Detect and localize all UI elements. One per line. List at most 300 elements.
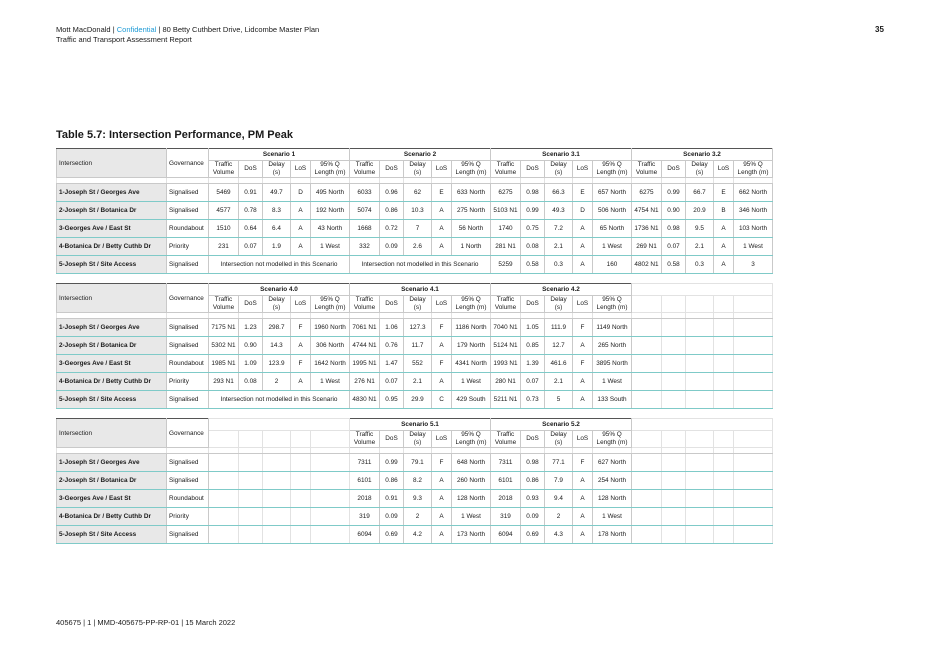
dos: 0.91 [239, 184, 263, 202]
delay: 7 [404, 220, 432, 238]
empty-cell [632, 454, 662, 472]
intersection-name: 4-Botanica Dr / Betty Cuthb Dr [57, 508, 167, 526]
dos: 1.39 [521, 355, 545, 373]
queue-length: 275 North [452, 202, 491, 220]
los: A [714, 256, 734, 274]
delay: 8.2 [404, 472, 432, 490]
los: F [573, 355, 593, 373]
empty-cell [662, 454, 686, 472]
traffic-volume: 231 [209, 238, 239, 256]
los: A [291, 202, 311, 220]
delay: 6.4 [263, 220, 291, 238]
delay: 29.9 [404, 391, 432, 409]
empty-cell [311, 431, 350, 448]
empty-cell [662, 319, 686, 337]
los-header: LoS [714, 161, 734, 178]
empty-cell [734, 319, 773, 337]
governance-value: Signalised [167, 319, 209, 337]
queue-length-header: 95% Q Length (m) [593, 161, 632, 178]
document-footer: 405675 | 1 | MMD-405675-PP-RP-01 | 15 March 2022 [56, 618, 236, 627]
governance-column-header: Governance [167, 284, 209, 313]
empty-cell [734, 431, 773, 448]
intersection-name: 3-Georges Ave / East St [57, 355, 167, 373]
empty-cell [734, 355, 773, 373]
queue-length: 1960 North [311, 319, 350, 337]
intersection-name: 2-Joseph St / Botanica Dr [57, 337, 167, 355]
dos-header: DoS [662, 161, 686, 178]
queue-length: 133 South [593, 391, 632, 409]
empty-cell [291, 490, 311, 508]
empty-cell [632, 319, 662, 337]
scenario-name: Scenario 4.1 [350, 284, 491, 296]
delay: 2 [545, 508, 573, 526]
traffic-volume-header: Traffic Volume [632, 161, 662, 178]
traffic-volume: 7311 [491, 454, 521, 472]
traffic-volume: 5211 N1 [491, 391, 521, 409]
traffic-volume: 7040 N1 [491, 319, 521, 337]
empty-cell [291, 454, 311, 472]
scenario-header-row [57, 149, 773, 161]
dos: 0.07 [239, 238, 263, 256]
delay-header: Delay (s) [545, 431, 573, 448]
delay: 2.6 [404, 238, 432, 256]
queue-length: 1 North [452, 238, 491, 256]
dos: 0.58 [521, 256, 545, 274]
traffic-volume: 7061 N1 [350, 319, 380, 337]
dos: 0.98 [662, 220, 686, 238]
queue-length: 178 North [593, 526, 632, 544]
delay: 0.3 [545, 256, 573, 274]
dos-header: DoS [521, 161, 545, 178]
traffic-volume: 5103 N1 [491, 202, 521, 220]
traffic-volume: 5259 [491, 256, 521, 274]
intersection-column-header: Intersection [57, 419, 167, 448]
dos: 0.78 [239, 202, 263, 220]
empty-cell [662, 296, 686, 313]
governance-value: Signalised [167, 472, 209, 490]
governance-value: Priority [167, 238, 209, 256]
empty-cell [662, 373, 686, 391]
empty-cell [632, 373, 662, 391]
intersection-name: 5-Joseph St / Site Access [57, 526, 167, 544]
los: A [432, 238, 452, 256]
empty-cell [686, 373, 714, 391]
intersection-name: 1-Joseph St / Georges Ave [57, 454, 167, 472]
traffic-volume-header: Traffic Volume [491, 431, 521, 448]
los: A [573, 337, 593, 355]
los: E [573, 184, 593, 202]
governance-value: Signalised [167, 256, 209, 274]
intersection-name: 4-Botanica Dr / Betty Cuthb Dr [57, 373, 167, 391]
table-row [57, 355, 773, 373]
governance-value: Roundabout [167, 220, 209, 238]
document-header [56, 25, 319, 45]
empty-cell [734, 508, 773, 526]
intersection-name: 2-Joseph St / Botanica Dr [57, 202, 167, 220]
empty-cell [734, 391, 773, 409]
delay: 552 [404, 355, 432, 373]
los: A [432, 337, 452, 355]
empty-cell [714, 490, 734, 508]
empty-cell [263, 454, 291, 472]
dos: 0.99 [521, 202, 545, 220]
los: A [714, 220, 734, 238]
traffic-volume: 2018 [491, 490, 521, 508]
empty-cell [714, 373, 734, 391]
empty-cell [714, 391, 734, 409]
queue-length-header: 95% Q Length (m) [311, 161, 350, 178]
dos: 1.09 [239, 355, 263, 373]
queue-length: 65 North [593, 220, 632, 238]
empty-cell [686, 337, 714, 355]
queue-length: 103 North [734, 220, 773, 238]
delay: 1.9 [263, 238, 291, 256]
empty-cell [632, 355, 662, 373]
traffic-volume: 4830 N1 [350, 391, 380, 409]
dos: 0.73 [521, 391, 545, 409]
dos-header: DoS [239, 296, 263, 313]
performance-table-2 [56, 283, 773, 409]
dos: 0.93 [521, 490, 545, 508]
delay: 14.3 [263, 337, 291, 355]
queue-length: 1149 North [593, 319, 632, 337]
queue-length: 254 North [593, 472, 632, 490]
intersection-name: 1-Joseph St / Georges Ave [57, 184, 167, 202]
empty-cell [209, 526, 239, 544]
delay-header: Delay (s) [545, 161, 573, 178]
traffic-volume-header: Traffic Volume [350, 161, 380, 178]
delay: 62 [404, 184, 432, 202]
traffic-volume: 4577 [209, 202, 239, 220]
dos: 0.07 [380, 373, 404, 391]
governance-value: Priority [167, 508, 209, 526]
traffic-volume-header: Traffic Volume [491, 161, 521, 178]
traffic-volume: 6094 [350, 526, 380, 544]
delay: 79.1 [404, 454, 432, 472]
empty-cell [686, 454, 714, 472]
intersection-name: 1-Joseph St / Georges Ave [57, 319, 167, 337]
los: E [432, 184, 452, 202]
los: A [432, 508, 452, 526]
governance-value: Signalised [167, 202, 209, 220]
delay: 2 [263, 373, 291, 391]
delay: 10.3 [404, 202, 432, 220]
los: E [714, 184, 734, 202]
empty-cell [734, 490, 773, 508]
los: D [573, 202, 593, 220]
los: A [291, 220, 311, 238]
dos: 0.98 [521, 454, 545, 472]
delay: 49.7 [263, 184, 291, 202]
los: A [432, 526, 452, 544]
empty-cell [311, 454, 350, 472]
dos-header: DoS [521, 431, 545, 448]
delay-header: Delay (s) [263, 161, 291, 178]
empty-cell [311, 508, 350, 526]
empty-cell [632, 472, 662, 490]
empty-cell [734, 472, 773, 490]
empty-cell [263, 490, 291, 508]
empty-cell [714, 355, 734, 373]
queue-length: 160 [593, 256, 632, 274]
delay: 4.2 [404, 526, 432, 544]
table-row [57, 508, 773, 526]
traffic-volume-header: Traffic Volume [491, 296, 521, 313]
queue-length: 128 North [452, 490, 491, 508]
traffic-volume-header: Traffic Volume [350, 296, 380, 313]
empty-cell [263, 526, 291, 544]
los: C [432, 391, 452, 409]
empty-cell [686, 508, 714, 526]
queue-length-header: 95% Q Length (m) [593, 431, 632, 448]
delay: 2.1 [545, 373, 573, 391]
los: A [432, 373, 452, 391]
los: A [291, 373, 311, 391]
los: A [573, 490, 593, 508]
delay: 127.3 [404, 319, 432, 337]
queue-length: 662 North [734, 184, 773, 202]
empty-cell [714, 472, 734, 490]
governance-column-header: Governance [167, 419, 209, 448]
los: A [573, 391, 593, 409]
empty-cell [662, 355, 686, 373]
governance-value: Signalised [167, 454, 209, 472]
scenario-name: Scenario 5.2 [491, 419, 632, 431]
queue-length: 4341 North [452, 355, 491, 373]
empty-cell [632, 508, 662, 526]
traffic-volume: 1736 N1 [632, 220, 662, 238]
table-row [57, 391, 773, 409]
scenario-name: Scenario 4.0 [209, 284, 350, 296]
queue-length: 1 West [593, 238, 632, 256]
dos: 0.75 [521, 220, 545, 238]
intersection-column-header: Intersection [57, 284, 167, 313]
los: F [291, 355, 311, 373]
dos-header: DoS [521, 296, 545, 313]
los: A [432, 220, 452, 238]
governance-column-header: Governance [167, 149, 209, 178]
traffic-volume-header: Traffic Volume [209, 296, 239, 313]
delay-header: Delay (s) [686, 161, 714, 178]
delay: 461.6 [545, 355, 573, 373]
page-number: 35 [875, 25, 884, 34]
traffic-volume: 4744 N1 [350, 337, 380, 355]
los: A [573, 238, 593, 256]
traffic-volume: 6101 [350, 472, 380, 490]
delay: 7.2 [545, 220, 573, 238]
intersection-name: 2-Joseph St / Botanica Dr [57, 472, 167, 490]
governance-value: Signalised [167, 184, 209, 202]
traffic-volume: 1985 N1 [209, 355, 239, 373]
empty-cell [734, 296, 773, 313]
table-row [57, 256, 773, 274]
dos: 0.90 [662, 202, 686, 220]
traffic-volume: 5469 [209, 184, 239, 202]
delay: 7.9 [545, 472, 573, 490]
empty-cell [662, 391, 686, 409]
empty-cell [734, 373, 773, 391]
queue-length: 1 West [452, 508, 491, 526]
empty-cell [662, 508, 686, 526]
empty-cell [632, 284, 773, 296]
empty-cell [291, 526, 311, 544]
los: F [432, 454, 452, 472]
governance-value: Signalised [167, 337, 209, 355]
governance-value: Signalised [167, 526, 209, 544]
intersection-name: 5-Joseph St / Site Access [57, 391, 167, 409]
traffic-volume: 276 N1 [350, 373, 380, 391]
traffic-volume: 6094 [491, 526, 521, 544]
delay: 111.9 [545, 319, 573, 337]
delay-header: Delay (s) [545, 296, 573, 313]
traffic-volume: 5074 [350, 202, 380, 220]
not-modelled-note: Intersection not modelled in this Scenario [209, 256, 350, 274]
dos: 0.09 [521, 508, 545, 526]
traffic-volume: 6275 [491, 184, 521, 202]
traffic-volume: 1993 N1 [491, 355, 521, 373]
empty-cell [263, 431, 291, 448]
dos: 0.96 [380, 184, 404, 202]
delay: 11.7 [404, 337, 432, 355]
dos-header: DoS [380, 296, 404, 313]
empty-cell [714, 337, 734, 355]
header-line-2: Traffic and Transport Assessment Report [56, 35, 192, 44]
los: F [432, 319, 452, 337]
los: A [432, 490, 452, 508]
empty-cell [734, 454, 773, 472]
los: A [291, 238, 311, 256]
los: A [432, 202, 452, 220]
empty-cell [209, 431, 239, 448]
empty-cell [209, 472, 239, 490]
delay: 2 [404, 508, 432, 526]
queue-length-header: 95% Q Length (m) [311, 296, 350, 313]
performance-table-1 [56, 148, 773, 274]
empty-cell [209, 490, 239, 508]
dos-header: DoS [239, 161, 263, 178]
table-row [57, 184, 773, 202]
empty-cell [632, 391, 662, 409]
queue-length: 1 West [452, 373, 491, 391]
delay-header: Delay (s) [404, 161, 432, 178]
empty-cell [209, 454, 239, 472]
queue-length-header: 95% Q Length (m) [593, 296, 632, 313]
queue-length: 3 [734, 256, 773, 274]
dos: 0.69 [521, 526, 545, 544]
empty-cell [714, 431, 734, 448]
table-row [57, 472, 773, 490]
empty-cell [714, 319, 734, 337]
not-modelled-note: Intersection not modelled in this Scenario [350, 256, 491, 274]
scenario-name: Scenario 4.2 [491, 284, 632, 296]
los-header: LoS [432, 161, 452, 178]
empty-cell [239, 526, 263, 544]
empty-cell [734, 526, 773, 544]
delay-header: Delay (s) [404, 296, 432, 313]
empty-cell [734, 337, 773, 355]
delay: 66.7 [686, 184, 714, 202]
queue-length: 1 West [734, 238, 773, 256]
los: F [573, 454, 593, 472]
delay: 12.7 [545, 337, 573, 355]
delay: 9.3 [404, 490, 432, 508]
dos: 0.86 [521, 472, 545, 490]
delay: 20.9 [686, 202, 714, 220]
empty-cell [291, 472, 311, 490]
queue-length: 265 North [593, 337, 632, 355]
dos: 0.86 [380, 202, 404, 220]
dos: 0.07 [662, 238, 686, 256]
empty-cell [686, 431, 714, 448]
dos: 0.69 [380, 526, 404, 544]
los: F [573, 319, 593, 337]
traffic-volume: 6101 [491, 472, 521, 490]
queue-length: 1186 North [452, 319, 491, 337]
dos: 0.98 [521, 184, 545, 202]
dos: 1.05 [521, 319, 545, 337]
empty-cell [686, 526, 714, 544]
traffic-volume: 319 [491, 508, 521, 526]
intersection-name: 5-Joseph St / Site Access [57, 256, 167, 274]
queue-length: 306 North [311, 337, 350, 355]
traffic-volume: 5124 N1 [491, 337, 521, 355]
queue-length: 192 North [311, 202, 350, 220]
los-header: LoS [573, 296, 593, 313]
queue-length: 495 North [311, 184, 350, 202]
empty-cell [311, 472, 350, 490]
empty-cell [662, 490, 686, 508]
delay: 5 [545, 391, 573, 409]
queue-length: 1 West [311, 238, 350, 256]
los-header: LoS [573, 431, 593, 448]
empty-cell [686, 391, 714, 409]
empty-cell [632, 337, 662, 355]
delay: 66.3 [545, 184, 573, 202]
los-header: LoS [291, 296, 311, 313]
governance-value: Priority [167, 373, 209, 391]
los: D [291, 184, 311, 202]
intersection-name: 4-Botanica Dr / Betty Cuthb Dr [57, 238, 167, 256]
delay: 2.1 [545, 238, 573, 256]
traffic-volume: 1510 [209, 220, 239, 238]
delay-header: Delay (s) [263, 296, 291, 313]
queue-length: 346 North [734, 202, 773, 220]
queue-length-header: 95% Q Length (m) [734, 161, 773, 178]
empty-cell [686, 319, 714, 337]
scenario-name: Scenario 3.1 [491, 149, 632, 161]
empty-cell [239, 454, 263, 472]
delay: 8.3 [263, 202, 291, 220]
delay: 0.3 [686, 256, 714, 274]
empty-cell [632, 431, 662, 448]
empty-cell [632, 526, 662, 544]
los-header: LoS [573, 161, 593, 178]
delay: 123.9 [263, 355, 291, 373]
los: A [291, 337, 311, 355]
traffic-volume: 4802 N1 [632, 256, 662, 274]
traffic-volume: 6275 [632, 184, 662, 202]
empty-cell [632, 296, 662, 313]
delay: 49.3 [545, 202, 573, 220]
scenario-name: Scenario 2 [350, 149, 491, 161]
empty-cell [662, 526, 686, 544]
scenario-name: Scenario 3.2 [632, 149, 773, 161]
dos: 0.64 [239, 220, 263, 238]
empty-cell [239, 472, 263, 490]
queue-length: 506 North [593, 202, 632, 220]
los: A [573, 472, 593, 490]
empty-cell [291, 508, 311, 526]
